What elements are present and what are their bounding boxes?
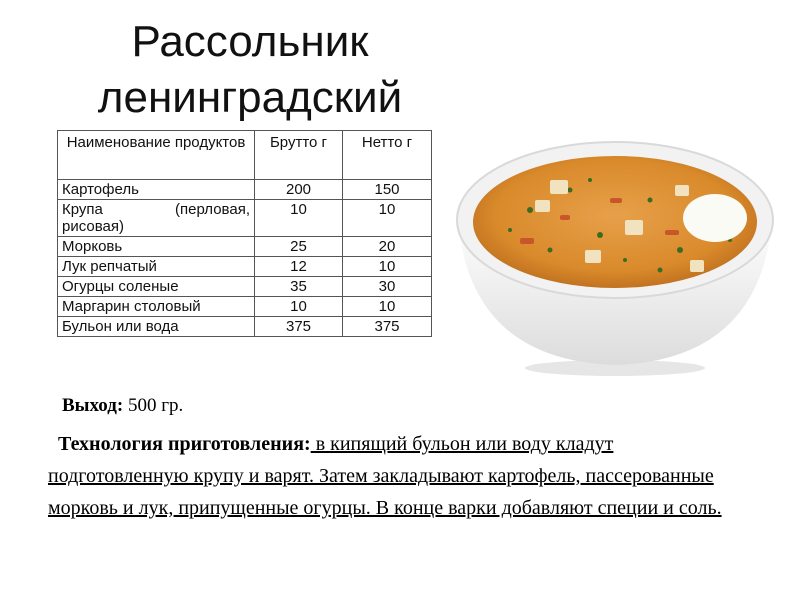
- ingredient-name-part: (перловая,: [175, 201, 250, 218]
- table-header-row: [58, 131, 432, 180]
- gross-value: 10: [255, 297, 343, 317]
- ingredient-name: Маргарин столовый: [58, 297, 255, 317]
- ingredient-name: Картофель: [58, 180, 255, 200]
- ingredient-name: Бульон или вода: [58, 317, 255, 337]
- table-row: [58, 180, 432, 200]
- table-row: [58, 237, 432, 257]
- gross-value: 12: [255, 257, 343, 277]
- table-row: [58, 200, 432, 237]
- ingredient-name: Огурцы соленые: [58, 277, 255, 297]
- ingredient-name: Лук репчатый: [58, 257, 255, 277]
- gross-value: 35: [255, 277, 343, 297]
- table-row: [58, 297, 432, 317]
- soup-bowl-image: [450, 120, 780, 380]
- net-value: 375: [343, 317, 432, 337]
- technology-text: в кипящий бульон или воду кладут подготовленную крупу и варят. Затем закладывают картофель, пассерованные морковь и лук, припущенные огурцы. В конце варки добавляют специи и соль.: [48, 433, 722, 519]
- header-gross: Брутто г: [255, 131, 343, 180]
- header-name: Наименование продуктов: [58, 131, 255, 180]
- ingredient-name: [58, 200, 255, 237]
- title-line-1: Рассольник: [131, 17, 369, 66]
- net-value: 10: [343, 257, 432, 277]
- page-title: [60, 14, 440, 126]
- ingredients-table: [57, 130, 432, 337]
- gross-value: 375: [255, 317, 343, 337]
- gross-value: 25: [255, 237, 343, 257]
- ingredient-name: Морковь: [58, 237, 255, 257]
- ingredient-name-part: Крупа: [62, 201, 103, 218]
- technology-paragraph: [48, 428, 728, 524]
- net-value: 10: [343, 297, 432, 317]
- net-value: 20: [343, 237, 432, 257]
- yield-line: [62, 395, 183, 417]
- gross-value: 200: [255, 180, 343, 200]
- table-row: [58, 257, 432, 277]
- net-value: 10: [343, 200, 432, 237]
- header-net: Нетто г: [343, 131, 432, 180]
- table-row: [58, 277, 432, 297]
- technology-label: Технология приготовления:: [58, 433, 311, 455]
- sour-cream-dollop: [683, 194, 747, 242]
- title-line-2: ленинградский: [97, 73, 403, 122]
- yield-value: 500 гр.: [127, 395, 184, 416]
- gross-value: 10: [255, 200, 343, 237]
- ingredient-name-part: рисовая): [62, 218, 124, 235]
- table-row: [58, 317, 432, 337]
- net-value: 30: [343, 277, 432, 297]
- yield-label: Выход:: [62, 395, 124, 416]
- net-value: 150: [343, 180, 432, 200]
